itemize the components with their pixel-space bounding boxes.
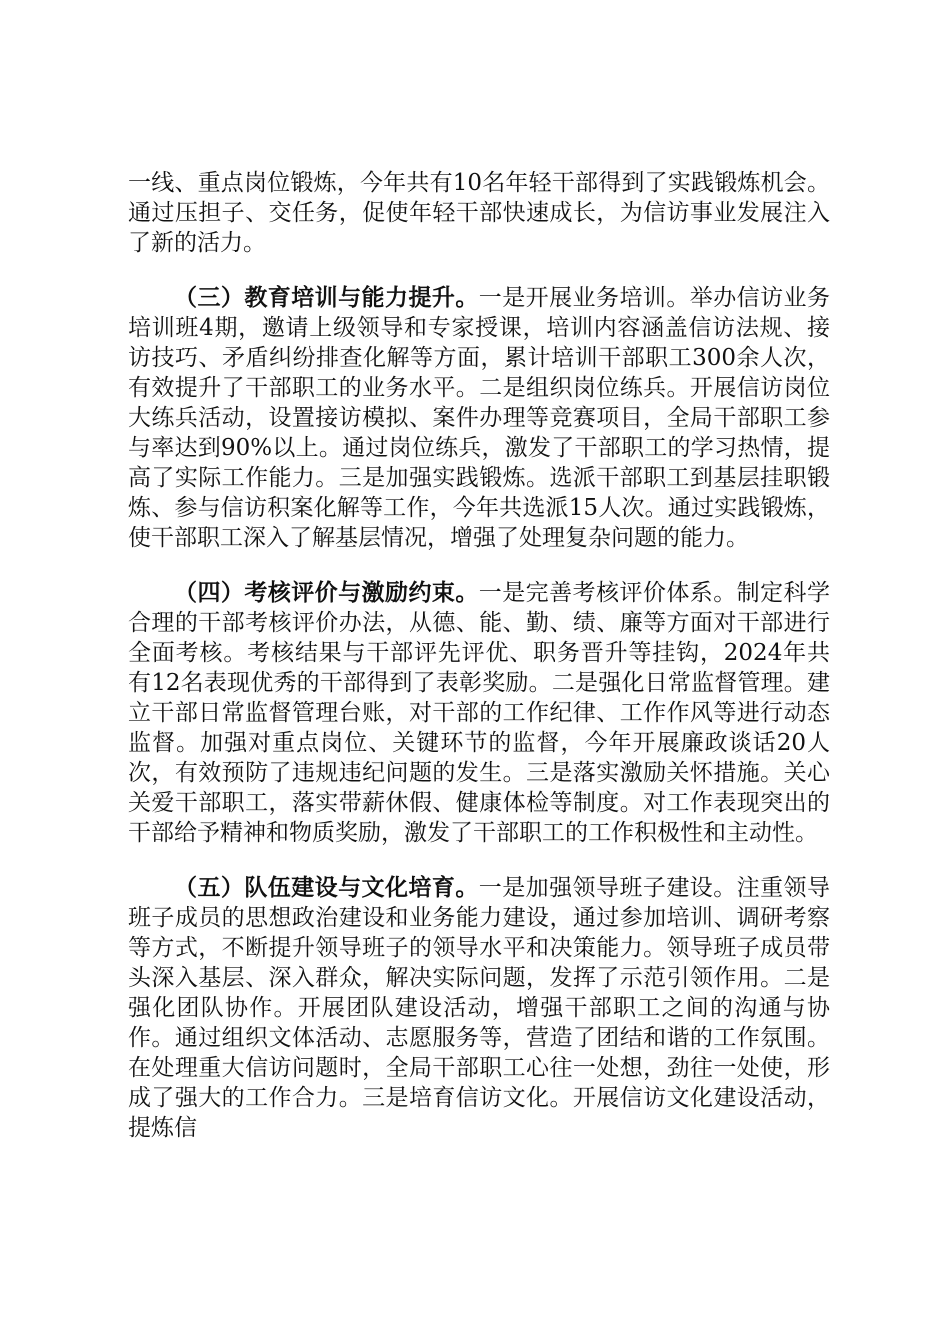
paragraph-text: 一是开展业务培训。举办信访业务培训班4期，邀请上级领导和专家授课，培训内容涵盖信访法规、接访技巧、矛盾纠纷排查化解等方面，累计培训干部职工300余人次，有效提升了干部职工的业务水平。二是组织岗位练兵。开展信访岗位大练兵活动，设置接访模拟、案件办理等竞赛项目，全局干部职工参与率达到90%以上。通过岗位练兵，激发了干部职工的学习热情，提高了实际工作能力。三是加强实践锻炼。选派干部职工到基层挂职锻炼、参与信访积案化解等工作，今年共选派15人次。通过实践锻炼，使干部职工深入了解基层情况，增强了处理复杂问题的能力。 — [128, 285, 831, 551]
section-heading: （三）教育培训与能力提升。 — [174, 285, 479, 311]
paragraph-section-5 — [128, 873, 830, 1143]
document-page — [128, 168, 830, 1168]
section-heading: （四）考核评价与激励约束。 — [174, 580, 479, 606]
paragraph-text: 一线、重点岗位锻炼，今年共有10名年轻干部得到了实践锻炼机会。通过压担子、交任务，促使年轻干部快速成长，为信访事业发展注入了新的活力。 — [128, 170, 830, 256]
paragraph-section-4 — [128, 578, 830, 848]
paragraph-section-3 — [128, 283, 830, 553]
paragraph-text: 一是完善考核评价体系。制定科学合理的干部考核评价办法，从德、能、勤、绩、廉等方面对干部进行全面考核。考核结果与干部评先评优、职务晋升等挂钩，2024年共有12名表现优秀的干部得到了表彰奖励。二是强化日常监督管理。建立干部日常监督管理台账，对干部的工作纪律、工作作风等进行动态监督。加强对重点岗位、关键环节的监督，今年开展廉政谈话20人次，有效预防了违规违纪问题的发生。三是落实激励关怀措施。关心关爱干部职工，落实带薪休假、健康体检等制度。对工作表现突出的干部给予精神和物质奖励，激发了干部职工的工作积极性和主动性。 — [128, 580, 831, 846]
section-heading: （五）队伍建设与文化培育。 — [174, 875, 479, 901]
paragraph-continuation — [128, 168, 830, 258]
paragraph-text: 一是加强领导班子建设。注重领导班子成员的思想政治建设和业务能力建设，通过参加培训、调研考察等方式，不断提升领导班子的领导水平和决策能力。领导班子成员带头深入基层、深入群众，解决实际问题，发挥了示范引领作用。二是强化团队协作。开展团队建设活动，增强干部职工之间的沟通与协作。通过组织文体活动、志愿服务等，营造了团结和谐的工作氛围。在处理重大信访问题时，全局干部职工心往一处想，劲往一处使，形成了强大的工作合力。三是培育信访文化。开展信访文化建设活动，提炼信 — [128, 875, 831, 1141]
